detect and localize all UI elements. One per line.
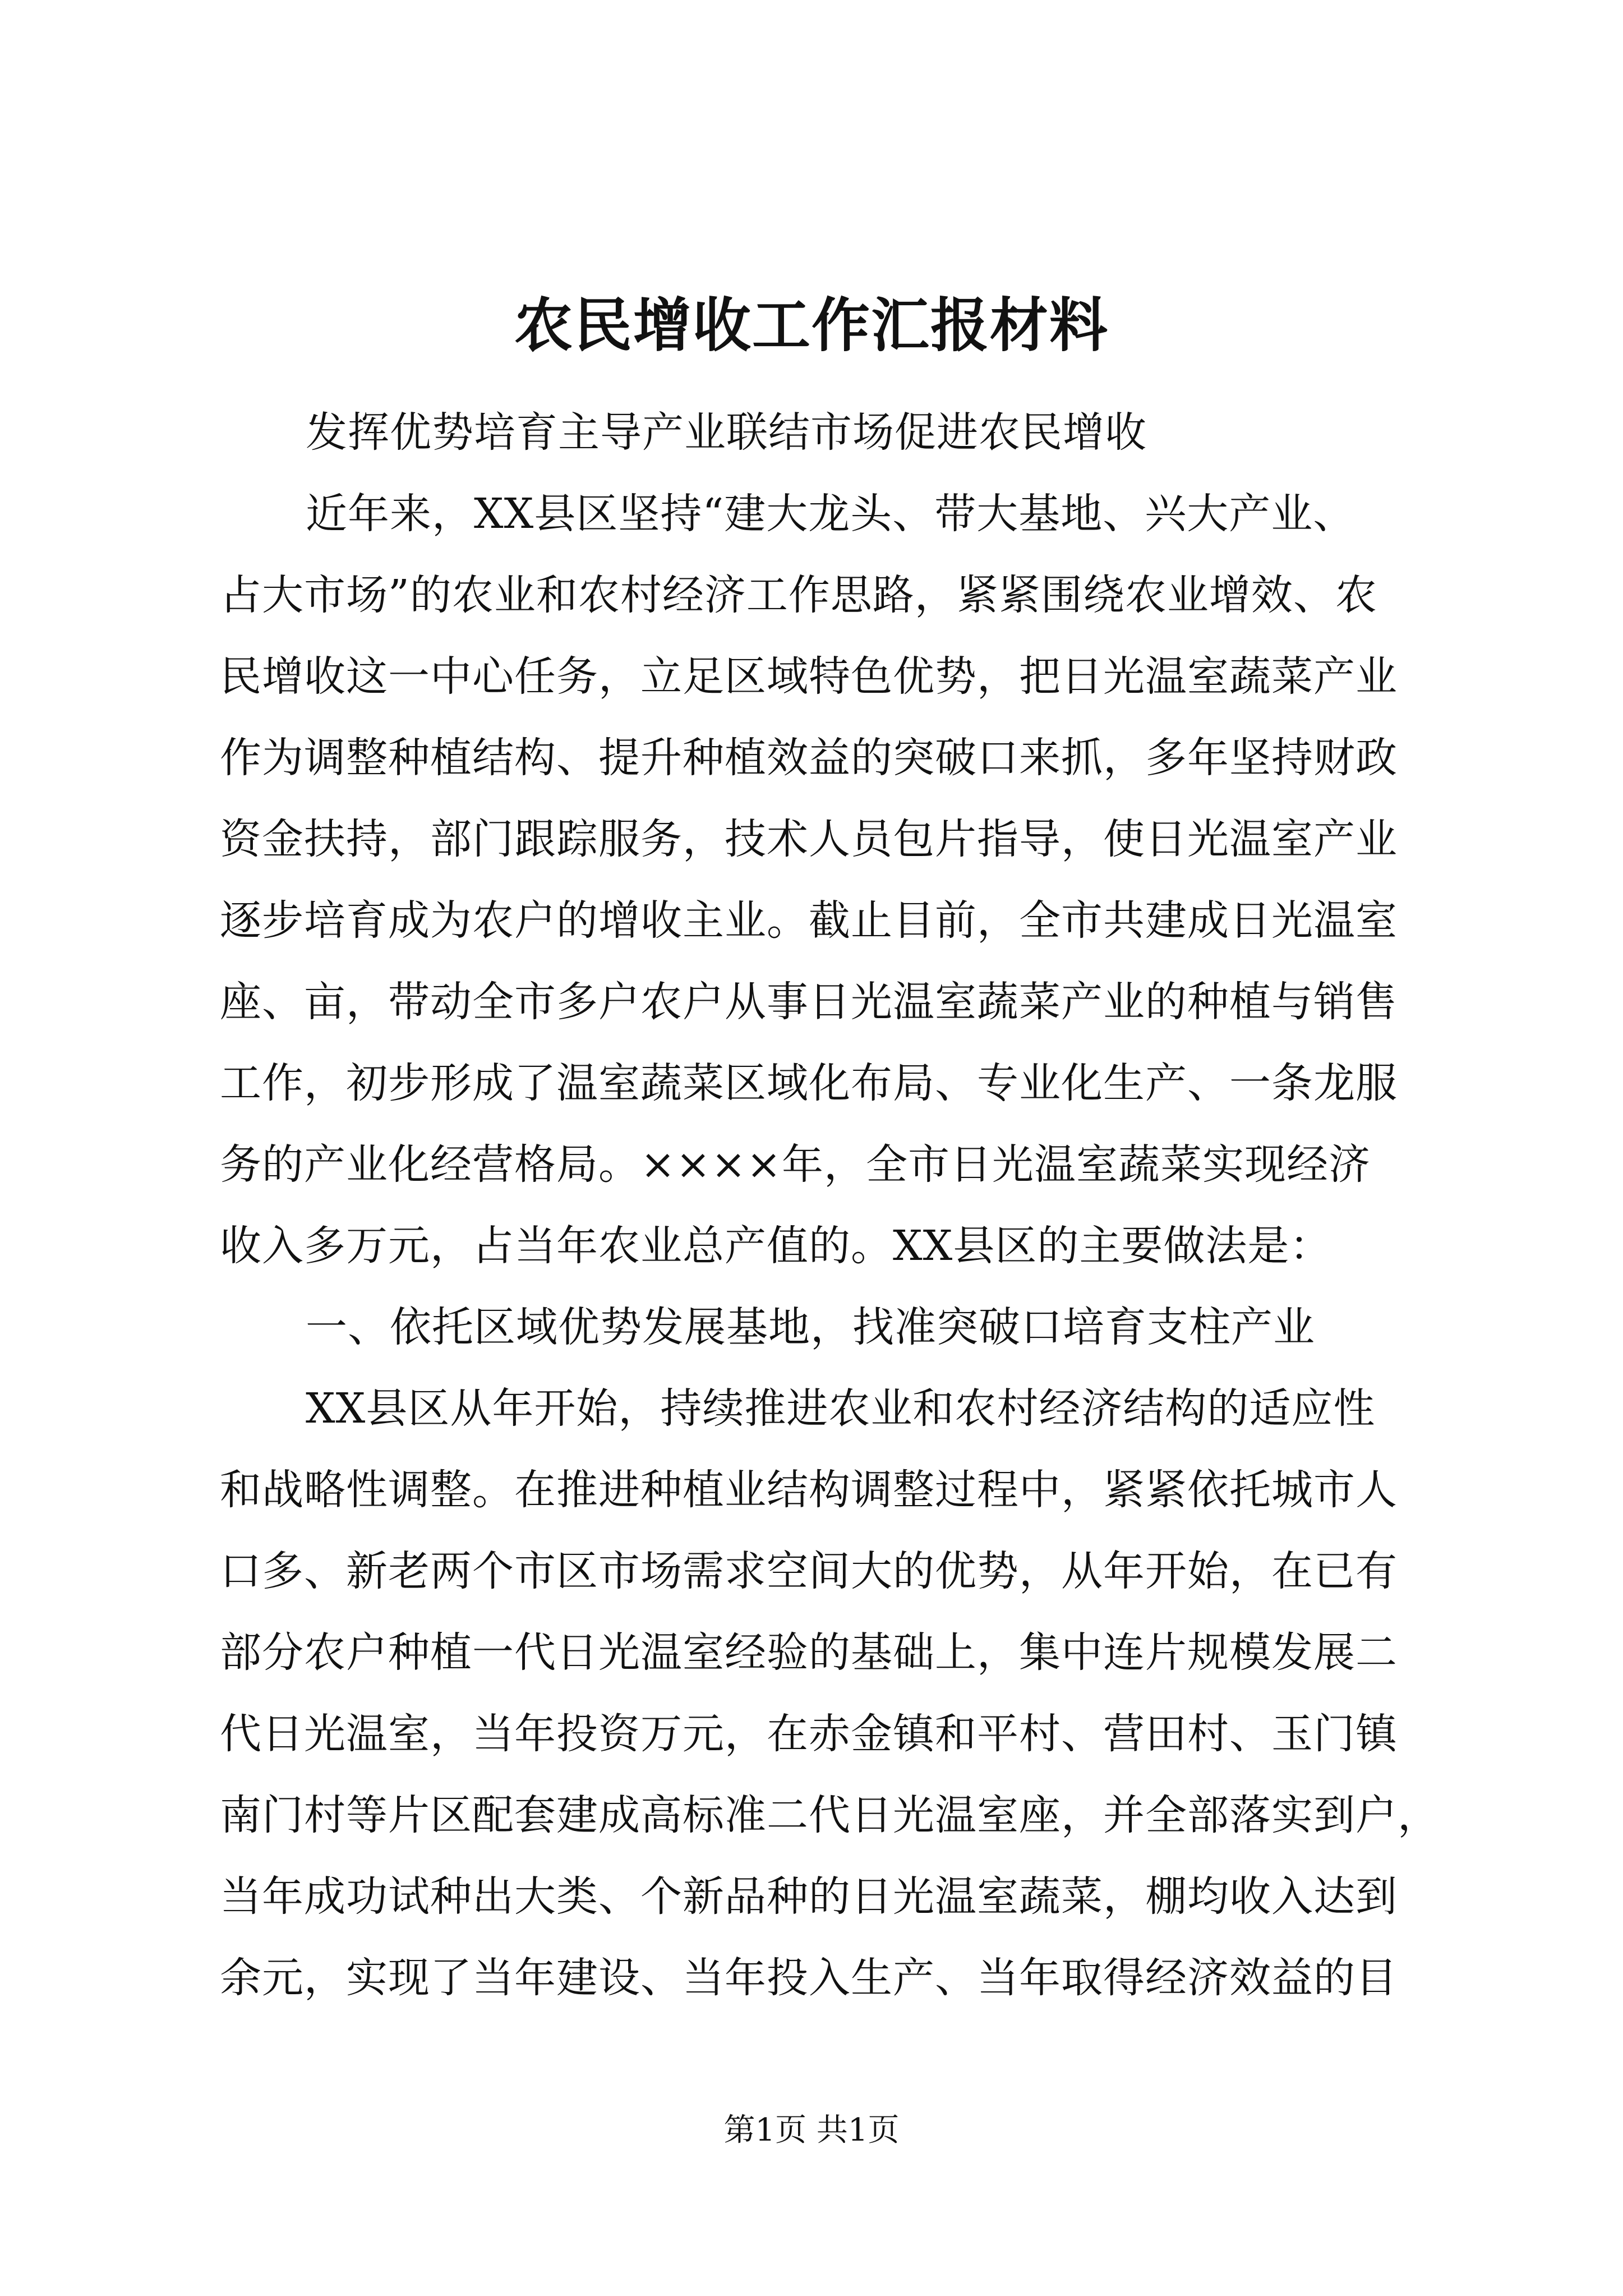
paragraph-line: 南门村等片区配套建成高标准二代日光温室座，并全部落实到户，: [220, 1791, 1440, 1839]
paragraph-line: 代日光温室，当年投资万元，在赤金镇和平村、营田村、玉门镇: [220, 1710, 1398, 1758]
paragraph-line: 工作，初步形成了温室蔬菜区域化布局、专业化生产、一条龙服: [220, 1059, 1398, 1107]
paragraph-line: 近年来，XX县区坚持“建大龙头、带大基地、兴大产业、: [306, 490, 1355, 538]
document-subtitle: 发挥优势培育主导产业联结市场促进农民增收: [306, 408, 1147, 457]
page-number-footer: 第1页 共1页: [723, 2112, 900, 2148]
paragraph-line: 余元，实现了当年建设、当年投入生产、当年取得经济效益的目: [220, 1954, 1398, 2002]
paragraph-line: 部分农户种植一代日光温室经验的基础上，集中连片规模发展二: [220, 1628, 1398, 1677]
paragraph-line: 占大市场”的农业和农村经济工作思路，紧紧围绕农业增效、农: [220, 571, 1377, 619]
section-heading: 一、依托区域优势发展基地，找准突破口培育支柱产业: [306, 1303, 1315, 1351]
paragraph-line: 座、亩，带动全市多户农户从事日光温室蔬菜产业的种植与销售: [220, 978, 1398, 1026]
paragraph-line: 收入多万元，占当年农业总产值的。XX县区的主要做法是：: [220, 1222, 1332, 1270]
document-title: 农民增收工作汇报材料: [514, 291, 1109, 360]
paragraph-line: XX县区从年开始，持续推进农业和农村经济结构的适应性: [306, 1384, 1376, 1433]
paragraph-line: 和战略性调整。在推进种植业结构调整过程中，紧紧依托城市人: [220, 1466, 1398, 1514]
paragraph-line: 资金扶持，部门跟踪服务，技术人员包片指导，使日光温室产业: [220, 815, 1398, 863]
paragraph-line: 口多、新老两个市区市场需求空间大的优势，从年开始，在已有: [220, 1547, 1398, 1595]
paragraph-line: 作为调整种植结构、提升种植效益的突破口来抓，多年坚持财政: [220, 734, 1398, 782]
paragraph-line: 逐步培育成为农户的增收主业。截止目前，全市共建成日光温室: [220, 896, 1398, 945]
paragraph-line: 当年成功试种出大类、个新品种的日光温室蔬菜，棚均收入达到: [220, 1872, 1398, 1921]
paragraph-line: 务的产业化经营格局。××××年，全市日光温室蔬菜实现经济: [220, 1140, 1371, 1189]
paragraph-line: 民增收这一中心任务，立足区域特色优势，把日光温室蔬菜产业: [220, 652, 1398, 701]
